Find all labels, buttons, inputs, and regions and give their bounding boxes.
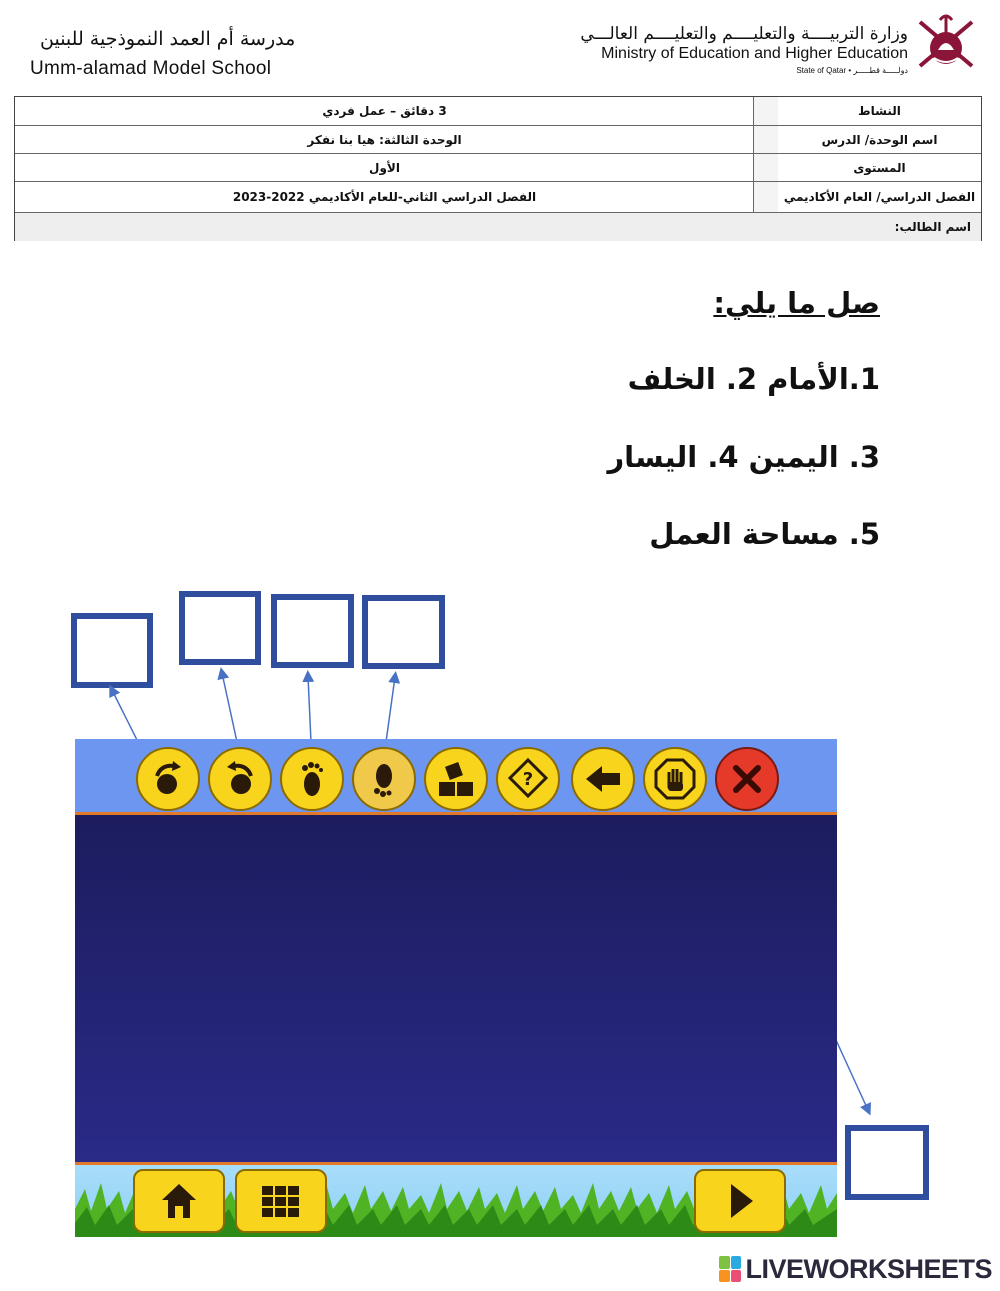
close-icon [726,758,768,800]
levels-grid-button[interactable] [235,1169,327,1233]
forward-footprint-icon [291,758,333,800]
back-arrow-icon [582,758,624,800]
workspace-area[interactable] [75,815,837,1162]
home-icon [156,1178,202,1224]
activity-info-table [14,96,982,241]
answer-box-workspace[interactable] [845,1125,929,1200]
choices-line-1: 1.الأمام 2. الخلف [627,362,880,396]
state-of-qatar-label: State of Qatar • دولـــــة قطـــــر [796,66,908,75]
info-row-level [15,154,981,182]
turn-left-button[interactable] [208,747,272,811]
turn-right-button[interactable] [136,747,200,811]
liveworksheets-brand[interactable] [719,1254,992,1284]
play-button[interactable] [694,1169,786,1233]
choices-line-2: 3. اليمين 4. اليسار [607,440,880,474]
game-screen [75,739,837,1237]
forward-button[interactable] [280,747,344,811]
brand-text: LIVEWORKSHEETS [745,1253,992,1284]
student-name-label: اسم الطالب: [894,220,971,234]
boxes-icon [435,758,477,800]
turn-right-icon [147,758,189,800]
question-sign-icon [507,758,549,800]
choices-line-3: 5. مساحة العمل [649,517,880,551]
stop-hand-icon [654,758,696,800]
blocks-button[interactable] [424,747,488,811]
back-button[interactable] [571,747,635,811]
backward-footprint-icon [363,758,405,800]
play-icon [717,1178,763,1224]
info-value: 3 دقائق – عمل فردي [322,104,447,118]
arrow-to-box-3 [308,676,311,742]
svg-text:?: ? [522,769,534,790]
info-row-activity [15,97,981,126]
liveworksheets-logo-icon [719,1256,741,1282]
arrow-to-box-4 [386,677,395,742]
ministry-name-english: Ministry of Education and Higher Education [601,45,908,62]
close-button[interactable] [715,747,779,811]
answer-box-turn-left[interactable] [179,591,261,665]
condition-button[interactable] [496,747,560,811]
stop-button[interactable] [643,747,707,811]
home-button[interactable] [133,1169,225,1233]
info-label: المستوى [777,154,981,181]
school-name-arabic: مدرسة أم العمد النموذجية للبنين [40,28,296,50]
game-bottom-bar [75,1165,837,1237]
instruction-title: صل ما يلي: [713,286,880,320]
arrow-to-box-5 [836,1040,868,1110]
arrow-to-box-1 [112,690,138,742]
game-toolbar [75,739,837,812]
answer-box-forward[interactable] [271,594,354,668]
info-label: النشاط [777,97,981,125]
turn-left-icon [219,758,261,800]
answer-box-backward[interactable] [362,595,445,669]
answer-box-turn-right[interactable] [71,613,153,688]
info-value: الأول [369,160,400,175]
ministry-name-arabic: وزارة التربيــــة والتعليــــم والتعليــــم العالـــي [580,24,908,44]
info-value: الوحدة الثالثة: هيا بنا نفكر [307,132,462,147]
info-row-semester [15,182,981,213]
backward-button[interactable] [352,747,416,811]
grid-icon [258,1178,304,1224]
student-name-row[interactable] [15,213,981,241]
info-value: الفصل الدراسي الثاني-للعام الأكاديمي 2022-2023 [232,190,537,204]
school-name-english: Umm-alamad Model School [30,58,272,79]
arrow-to-box-2 [222,673,237,742]
qatar-emblem-icon [910,6,982,78]
info-row-unit [15,126,981,154]
info-label: اسم الوحدة/ الدرس [777,126,981,153]
info-label: الفصل الدراسي/ العام الأكاديمي [777,182,981,212]
